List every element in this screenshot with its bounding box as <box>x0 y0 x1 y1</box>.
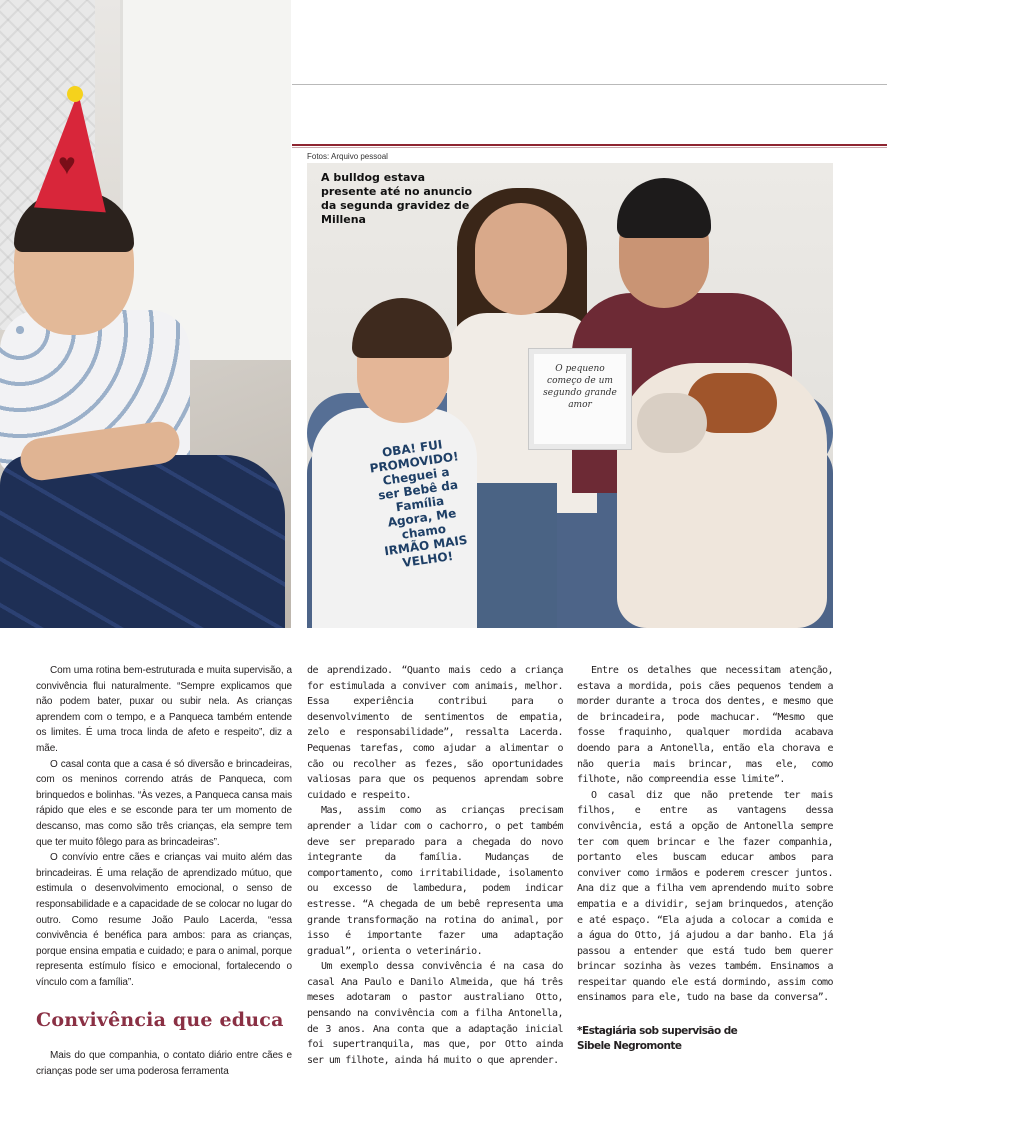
text-column-3 <box>577 663 833 1054</box>
paragraph: Entre os detalhes que necessitam atenção, estava a mordida, pois cães pequenos tendem a morder durante a troca dos dentes, e mesmo que de brincadeira, pode machucar. “Mesmo que fosse fraquinho, qualquer mordida acabava doendo para a Antonella, então ela chorava e não queria mais brincar, mas ele, como filhote, não compreendia esse limite”. <box>577 665 833 786</box>
photo-child-pants <box>0 455 285 628</box>
top-divider <box>292 84 887 85</box>
section-subhead: Convivência que educa <box>36 1009 284 1032</box>
photo-boy-hair <box>352 298 452 358</box>
photo-caption: A bulldog estava presente até no anuncio da segunda gravidez de Millena <box>321 171 473 226</box>
author-credit-line-2: Sibele Negromonte <box>577 1040 682 1053</box>
paragraph: Com uma rotina bem-estruturada e muita supervisão, a convivência flui naturalmente. “Sempre explicamos que não podem bater, puxar ou subir nela. As crianças aprendem com o tempo, e a Panqueca também entende os limites. É uma troca linda de afeto e respeito”, diz a mãe. <box>36 665 292 754</box>
author-credit-line-1: *Estagiária sob supervisão de <box>577 1025 738 1038</box>
hat-pom-icon <box>67 86 83 102</box>
text-column-1 <box>36 663 292 1080</box>
text-column-2 <box>307 663 563 1068</box>
red-divider <box>292 144 887 146</box>
paragraph: O casal conta que a casa é só diversão e brincadeiras, com os meninos correndo atrás de Panqueca, com brinquedos e bolinhas. “Às vezes, a Panqueca cansa mais rápido que eles e se esconde para ter um momento de descanso, mas como são três crianças, ela sempre tem que ter muito fôlego para as brincadeiras”. <box>36 758 292 848</box>
heart-icon: ♥ <box>58 148 76 181</box>
paragraph: O casal diz que não pretende ter mais filhos, e entre as vantagens dessa convivência, está a opção de Antonella sempre ter com quem brincar e lhe fazer companhia, portanto eles buscam educar ambos para conviver como irmãos e poderem crescer juntos. Ana diz que a filha vem aprendendo muito sobre empatia e a dividir, sejam brinquedos, atenção e até espaço. “Ela ajuda a colocar a comida e a água do Otto, já ajudou a dar banho. Ela já passou a entender que está tudo bem querer brincar sozinha às vezes também. Ensinamos a respeitar quando ele está dormindo, assim como ensinamos para ele, tudo na base da conversa”. <box>577 789 833 1004</box>
paragraph: O convívio entre cães e crianças vai muito além das brincadeiras. É uma relação de aprendizado mútuo, que estimula o desenvolvimento emocional, o senso de responsabilidade e a capacidade de se colocar no lugar do outro. Como resume João Paulo Lacerda, “essa convivência é benéfica para ambos: para as crianças, porque ensina empatia e cuidado; e para o animal, porque representa estímulo físico e emocional, fortalecendo o vínculo com a família”. <box>36 852 292 988</box>
paragraph: Um exemplo dessa convivência é na casa do casal Ana Paulo e Danilo Almeida, que há três meses adotaram o pastor australiano Otto, pensando na convivência com a filha Antonella, de 3 anos. Ana conta que a adaptação inicial foi supertranquila, mas que, por Otto ainda ser um filhote, ainda há muito o que aprender. <box>307 961 563 1066</box>
photo-woman-face <box>475 203 567 315</box>
paragraph: Mais do que companhia, o contato diário entre cães e crianças pode ser uma poderosa ferramenta <box>36 1050 292 1078</box>
photo-family-bulldog <box>307 163 833 628</box>
photo-bulldog-face <box>637 393 707 453</box>
photo-child-party-hat <box>0 0 291 628</box>
paragraph: Mas, assim como as crianças precisam aprender a lidar com o cachorro, o pet também deve ser preparado para a chegada do novo integrante da família. Mudanças de comportamento, como irritabilidade, isolamento ou excesso de lambedura, podem indicar estresse. “A chegada de um bebê representa uma grande transformação na rotina do animal, por isso é importante fazer uma adaptação gradual”, orienta o veterinário. <box>307 805 563 957</box>
photo-shirt-text: OBA! FUI PROMOVIDO! Cheguei a ser Bebê da Família Agora, Me chamo IRMÃO MAIS VELHO! <box>368 437 469 570</box>
red-divider-shadow <box>292 147 887 148</box>
photo-frame-text: O pequeno começo de um segundo grande amor <box>543 364 617 410</box>
paragraph: de aprendizado. “Quanto mais cedo a criança for estimulada a conviver com animais, melhor. Essa experiência contribui para o desenvolvimento de sentimentos de empatia, zelo e responsabilidade”, ressalta Lacerda. Pequenas tarefas, como ajudar a alimentar o cão ou recolher as fezes, são oportunidades valiosas para que os pequenos aprendam sobre cuidado e respeito. <box>307 665 563 801</box>
photo-man-hair <box>617 178 711 238</box>
author-credit <box>577 1024 833 1054</box>
photo-credit: Fotos: Arquivo pessoal <box>307 152 388 161</box>
